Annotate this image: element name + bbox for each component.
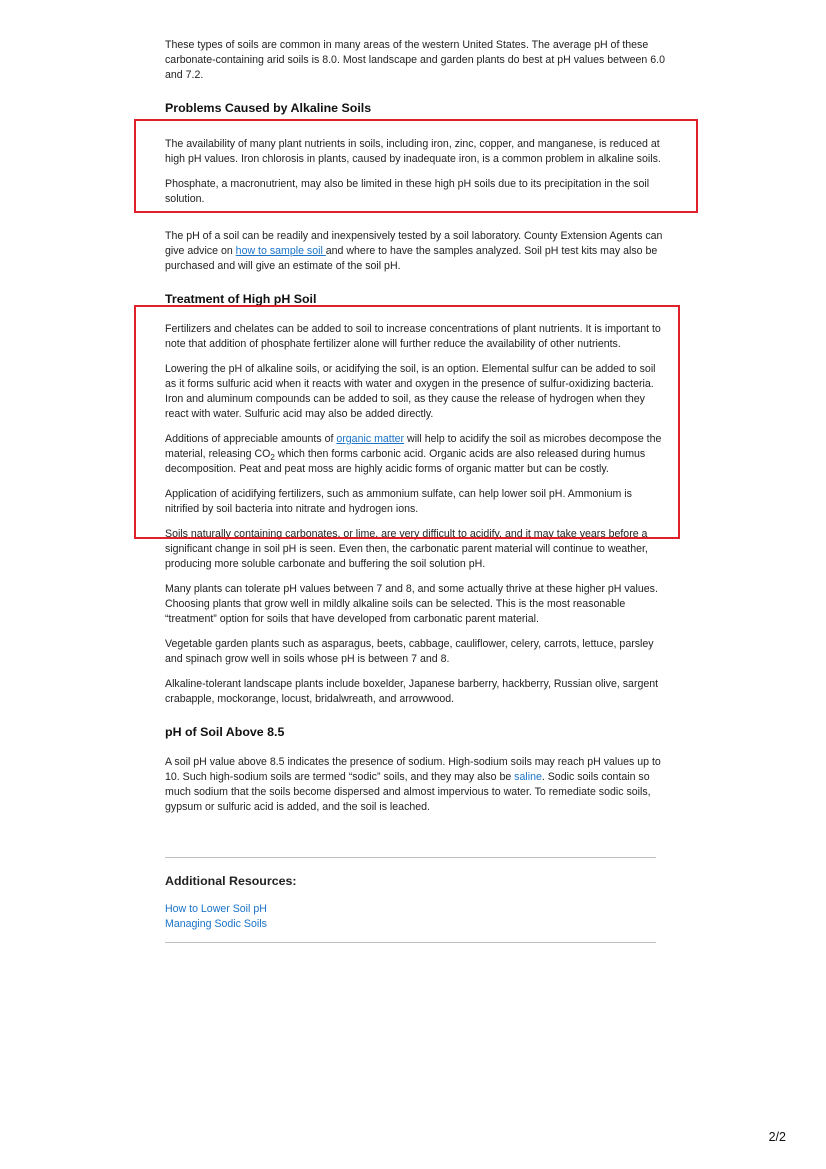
managing-sodic-soils-link[interactable]: Managing Sodic Soils	[165, 918, 267, 930]
resources-link-list	[165, 902, 665, 932]
treatment-paragraph-7: Vegetable garden plants such as asparagus, beets, cabbage, cauliflower, celery, carrots, lettuce, parsley and spinach grow well in soils whose pH is between 7 and 8.	[165, 638, 654, 665]
page-number: 2/2	[768, 1130, 786, 1144]
lower-soil-ph-link[interactable]: How to Lower Soil pH	[165, 903, 267, 915]
treatment-paragraph-5: Soils naturally containing carbonates, or lime, are very difficult to acidify, and it may take years before a significant change in soil pH is seen. Even then, the carbonatic parent material will continue to weather, producing more soluble carbonate and buffering the soil solution pH.	[165, 528, 648, 570]
treatment-paragraph-1: Fertilizers and chelates can be added to soil to increase concentrations of plant nutrients. It is important to note that addition of phosphate fertilizer alone will further reduce the availability of other nutrients.	[165, 323, 661, 350]
divider-bottom	[165, 942, 656, 943]
resources-heading: Additional Resources:	[165, 874, 297, 888]
treatment-paragraph-3: Additions of appreciable amounts of organic matter will help to acidify the soil as microbes decompose the material, releasing $CO_2$ which then forms carbonic acid. Organic acids are also released during humus decomposition. Peat and peat moss are highly acidic forms of organic matter but can be costly.	[165, 433, 662, 475]
section-heading-treatment: Treatment of High pH Soil	[165, 292, 317, 306]
section-heading-above-85: pH of Soil Above 8.5	[165, 725, 285, 739]
treatment-paragraph-2: Lowering the pH of alkaline soils, or acidifying the soil, is an option. Elemental sulfur can be added to soil as it forms sulfuric acid when it reacts with water and oxygen in the presence of sulfur-oxidizing bacteria. Iron and aluminum compounds can be added to soil, as they cause the release of hydrogen when they react with water. Sulfuric acid may also be added directly.	[165, 363, 656, 420]
treatment-paragraph-4: Application of acidifying fertilizers, such as ammonium sulfate, can help lower soil pH. Ammonium is nitrified by soil bacteria into nitrate and hydrogen ions.	[165, 488, 632, 515]
section-heading-problems: Problems Caused by Alkaline Soils	[165, 101, 372, 115]
divider-top	[165, 857, 656, 858]
problems-paragraph-3: The pH of a soil can be readily and inexpensively tested by a soil laboratory. County Extension Agents can give advice on how to sample soil and where to have the samples analyzed. Soil pH test kits may also be purchased and will give an estimate of the soil pH.	[165, 230, 663, 272]
above85-paragraph-1: A soil pH value above 8.5 indicates the presence of sodium. High-sodium soils may reach pH values up to 10. Such high-sodium soils are termed “sodic” soils, and they may also be saline. Sodic soils contain so much sodium that the soils become dispersed and almost impervious to water. To remediate sodic soils, gypsum or sulfuric acid is added, and the soil is leached.	[165, 756, 661, 813]
organic-matter-link[interactable]: organic matter	[336, 433, 405, 445]
additional-resources	[165, 857, 665, 943]
treatment-paragraph-8: Alkaline-tolerant landscape plants include boxelder, Japanese barberry, hackberry, Russian olive, sargent crabapple, mockorange, locust, bridalwreath, and arrowwood.	[165, 678, 659, 705]
problems-paragraph-1: The availability of many plant nutrients in soils, including iron, zinc, copper, and manganese, is reduced at high pH values. Iron chlorosis in plants, caused by inadequate iron, is a common problem in alkaline soils.	[165, 138, 661, 165]
intro-paragraph: These types of soils are common in many areas of the western United States. The average pH of these carbonate-containing arid soils is 8.0. Most landscape and garden plants do best at pH values between 6.0 and 7.2.	[165, 39, 665, 81]
article-body	[165, 38, 665, 943]
sample-soil-link[interactable]: how to sample soil	[235, 245, 326, 257]
treatment-paragraph-6: Many plants can tolerate pH values between 7 and 8, and some actually thrive at these higher pH values. Choosing plants that grow well in mildly alkaline soils can be selected. This is the most reasonable “treatment” option for soils that have developed from carbonatic parent material.	[165, 583, 658, 625]
saline-link[interactable]: saline	[514, 771, 542, 783]
problems-paragraph-2: Phosphate, a macronutrient, may also be limited in these high pH soils due to its precipitation in the soil solution.	[165, 178, 650, 205]
